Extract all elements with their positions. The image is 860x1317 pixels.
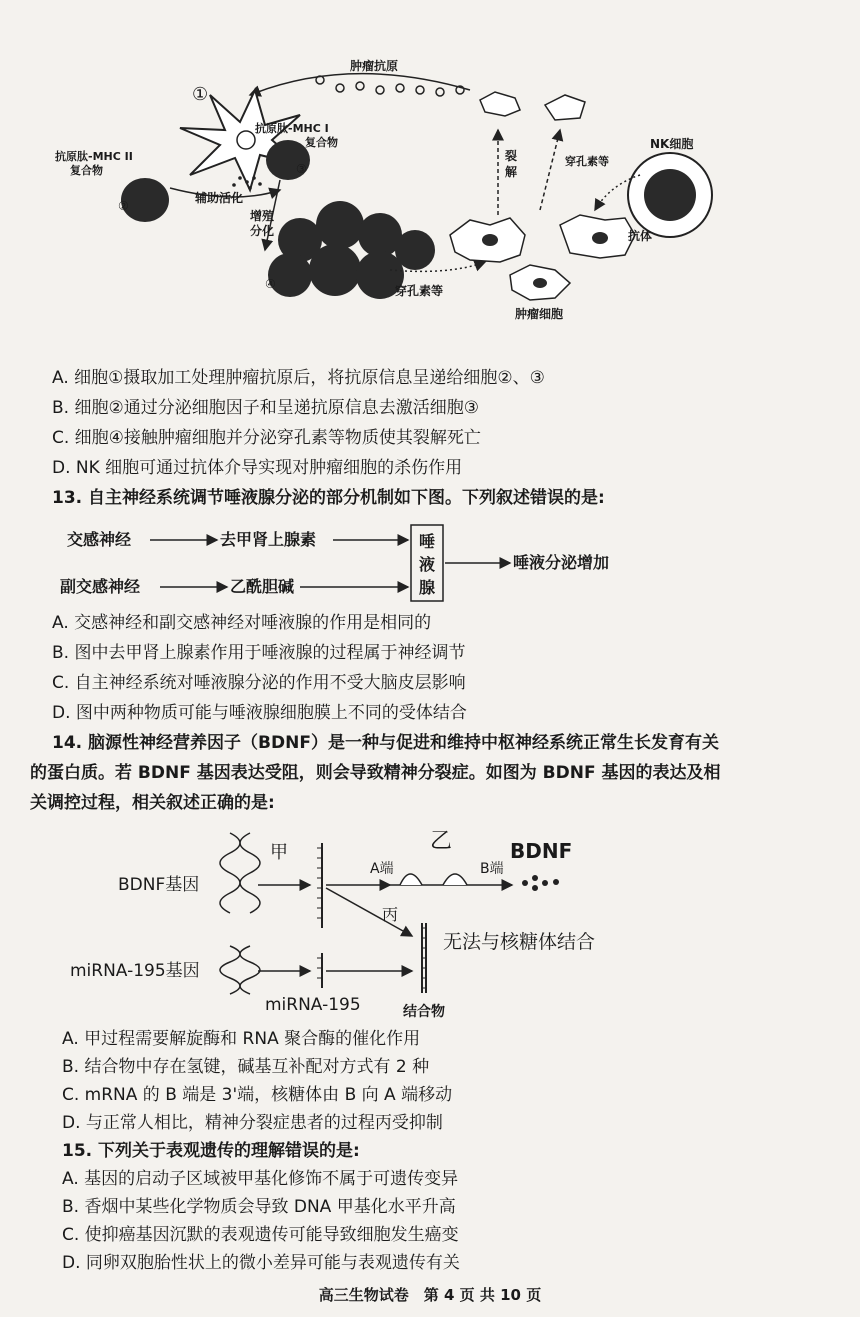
- q15-option-b: B. 香烟中某些化学物质会导致 DNA 甲基化水平升高: [62, 1197, 456, 1217]
- label-mhc2-a: 抗原肽-MHC II: [55, 150, 133, 163]
- q14-stem-3: 关调控过程，相关叙述正确的是:: [30, 793, 275, 813]
- q12-option-c: C. 细胞④接触肿瘤细胞并分泌穿孔素等物质使其裂解死亡: [52, 428, 481, 448]
- label-lysis-a: 裂: [505, 149, 518, 163]
- q15-option-a: A. 基因的启动子区域被甲基化修饰不属于可遗传变异: [62, 1169, 459, 1189]
- q13-option-c: C. 自主神经系统对唾液腺分泌的作用不受大脑皮层影响: [52, 673, 466, 693]
- q12-option-b: B. 细胞②通过分泌细胞因子和呈递抗原信息去激活细胞③: [52, 398, 479, 418]
- label-a-end: A端: [370, 861, 394, 877]
- label-sympathetic: 交感神经: [67, 530, 132, 549]
- label-cell-3: ③: [296, 162, 307, 176]
- label-bing: 丙: [382, 905, 399, 924]
- label-cell-1: ①: [192, 84, 209, 105]
- label-gland-1: 唾: [419, 532, 436, 551]
- label-bdnf-gene: BDNF基因: [118, 875, 200, 895]
- q13-option-d: D. 图中两种物质可能与唾液腺细胞膜上不同的受体结合: [52, 703, 467, 723]
- label-complex: 结合物: [403, 1004, 445, 1020]
- bdnf-figure: [60, 828, 660, 1023]
- q14-stem-1: 14. 脑源性神经营养因子（BDNF）是一种与促进和维持中枢神经系统正常生长发育有关: [52, 733, 719, 753]
- label-no-bind: 无法与核糖体结合: [443, 931, 596, 953]
- label-parasympathetic: 副交感神经: [60, 577, 141, 596]
- q15-stem: 15. 下列关于表观遗传的理解错误的是:: [62, 1141, 360, 1161]
- label-perforin-bottom: 穿孔素等: [395, 284, 444, 298]
- q13-option-a: A. 交感神经和副交感神经对唾液腺的作用是相同的: [52, 613, 432, 633]
- label-mhc2-b: 复合物: [70, 164, 103, 177]
- page-footer: 高三生物试卷 第 4 页 共 10 页: [318, 1286, 542, 1304]
- label-mhc1-a: 抗原肽-MHC I: [255, 122, 329, 135]
- label-perforin-top: 穿孔素等: [565, 155, 609, 168]
- label-nk: NK细胞: [650, 137, 694, 151]
- label-acetylcholine: 乙酰胆碱: [230, 577, 295, 596]
- label-b-end: B端: [480, 861, 504, 877]
- label-help: 辅助活化: [195, 191, 244, 205]
- q14-option-c: C. mRNA 的 B 端是 3'端，核糖体由 B 向 A 端移动: [62, 1085, 453, 1105]
- q12-option-a: A. 细胞①摄取加工处理肿瘤抗原后，将抗原信息呈递给细胞②、③: [52, 368, 545, 388]
- nerve-figure: [55, 520, 655, 605]
- label-gland-3: 腺: [419, 578, 436, 597]
- label-mirna: miRNA-195: [265, 995, 361, 1015]
- label-cell-4: ④: [265, 277, 276, 291]
- q15-option-d: D. 同卵双胞胎性状上的微小差异可能与表观遗传有关: [62, 1253, 460, 1273]
- label-bdnf: BDNF: [510, 839, 573, 863]
- label-antibody: 抗体: [628, 229, 653, 243]
- q15-option-c: C. 使抑癌基因沉默的表观遗传可能导致细胞发生癌变: [62, 1225, 459, 1245]
- label-result: 唾液分泌增加: [513, 553, 610, 572]
- label-cell-2: ②: [118, 199, 129, 213]
- label-norepinephrine: 去甲肾上腺素: [220, 530, 317, 549]
- q14-stem-2: 的蛋白质。若 BDNF 基因表达受阻，则会导致精神分裂症。如图为 BDNF 基因的表达及相: [30, 763, 721, 783]
- label-gland-2: 液: [419, 555, 436, 574]
- label-mhc1-b: 复合物: [305, 136, 338, 149]
- label-antigen: 肿瘤抗原: [350, 59, 399, 73]
- q14-option-b: B. 结合物中存在氢键，碱基互补配对方式有 2 种: [62, 1057, 430, 1077]
- label-lysis-b: 解: [505, 165, 518, 179]
- label-prolif-b: 分化: [250, 224, 275, 238]
- q12-option-d: D. NK 细胞可通过抗体介导实现对肿瘤细胞的杀伤作用: [52, 458, 463, 478]
- label-yi: 乙: [430, 829, 453, 854]
- q14-option-a: A. 甲过程需要解旋酶和 RNA 聚合酶的催化作用: [62, 1029, 421, 1049]
- label-tumor: 肿瘤细胞: [515, 307, 564, 321]
- label-jia: 甲: [270, 842, 288, 863]
- label-mirna-gene: miRNA-195基因: [70, 961, 200, 981]
- q13-stem: 13. 自主神经系统调节唾液腺分泌的部分机制如下图。下列叙述错误的是:: [52, 488, 605, 508]
- q13-option-b: B. 图中去甲肾上腺素作用于唾液腺的过程属于神经调节: [52, 643, 466, 663]
- immune-figure: [50, 50, 730, 325]
- label-prolif-a: 增殖: [250, 209, 275, 223]
- q14-option-d: D. 与正常人相比，精神分裂症患者的过程丙受抑制: [62, 1113, 443, 1133]
